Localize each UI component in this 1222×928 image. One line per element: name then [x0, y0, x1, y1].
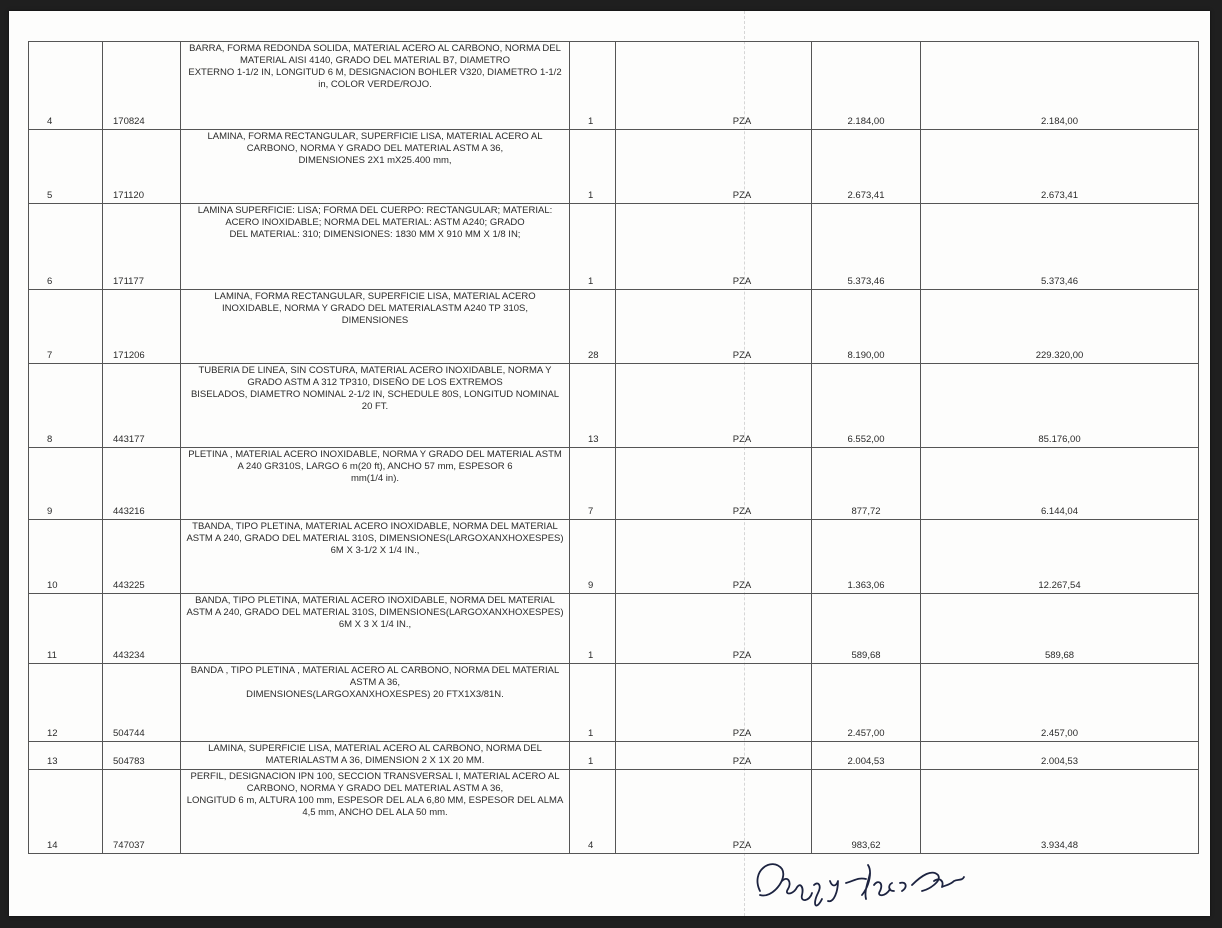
item-quantity: 1 [570, 742, 616, 770]
item-unit: PZA [616, 130, 812, 204]
item-description: TUBERIA DE LINEA, SIN COSTURA, MATERIAL ACERO INOXIDABLE, NORMA Y GRADO ASTM A 312 TP310, DISEÑO DE LOS EXTREMOS BISELADOS, DIAMETRO NOMINAL 2-1/2 IN, SCHEDULE 80S, LONGITUD NOMINAL 20 FT. [181, 364, 570, 448]
item-description: BANDA , TIPO PLETINA , MATERIAL ACERO AL CARBONO, NORMA DEL MATERIAL ASTM A 36, DIMENSIONES(LARGOXANXHOXESPES) 20 FTX1X3/81N. [181, 664, 570, 742]
item-total: 589,68 [921, 594, 1199, 664]
item-total: 12.267,54 [921, 520, 1199, 594]
item-unit: PZA [616, 664, 812, 742]
item-number: 12 [29, 664, 103, 742]
item-quantity: 1 [570, 204, 616, 290]
item-total: 2.004,53 [921, 742, 1199, 770]
item-description: LAMINA SUPERFICIE: LISA; FORMA DEL CUERPO: RECTANGULAR; MATERIAL: ACERO INOXIDABLE; NORMA DEL MATERIAL: ASTM A240; GRADO DEL MATERIAL: 310; DIMENSIONES: 1830 MM X 910 MM X 1/8 IN; [181, 204, 570, 290]
item-unit: PZA [616, 204, 812, 290]
scanned-document-page [9, 11, 1210, 916]
item-number: 14 [29, 770, 103, 854]
item-unit: PZA [616, 520, 812, 594]
item-table [28, 41, 1199, 854]
item-code: 504744 [103, 664, 181, 742]
item-number: 8 [29, 364, 103, 448]
item-code: 443234 [103, 594, 181, 664]
item-unit: PZA [616, 594, 812, 664]
item-total: 2.673,41 [921, 130, 1199, 204]
item-total: 5.373,46 [921, 204, 1199, 290]
item-total: 85.176,00 [921, 364, 1199, 448]
item-number: 9 [29, 448, 103, 520]
item-unit: PZA [616, 448, 812, 520]
item-description: PLETINA , MATERIAL ACERO INOXIDABLE, NORMA Y GRADO DEL MATERIAL ASTM A 240 GR310S, LARGO 6 m(20 ft), ANCHO 57 mm, ESPESOR 6 mm(1/4 in). [181, 448, 570, 520]
item-total: 3.934,48 [921, 770, 1199, 854]
table-row [29, 520, 1199, 594]
item-code: 171120 [103, 130, 181, 204]
item-unit: PZA [616, 742, 812, 770]
item-total: 229.320,00 [921, 290, 1199, 364]
item-quantity: 1 [570, 594, 616, 664]
item-description: PERFIL, DESIGNACION IPN 100, SECCION TRANSVERSAL I, MATERIAL ACERO AL CARBONO, NORMA Y GRADO DEL MATERIAL ASTM A 36, LONGITUD 6 m, ALTURA 100 mm, ESPESOR DEL ALA 6,80 MM, ESPESOR DEL ALMA 4,5 mm, ANCHO DEL ALA 50 mm. [181, 770, 570, 854]
item-description: LAMINA, FORMA RECTANGULAR, SUPERFICIE LISA, MATERIAL ACERO AL CARBONO, NORMA Y GRADO DEL MATERIAL ASTM A 36, DIMENSIONES 2X1 mX25.400 mm, [181, 130, 570, 204]
item-quantity: 9 [570, 520, 616, 594]
item-description: TBANDA, TIPO PLETINA, MATERIAL ACERO INOXIDABLE, NORMA DEL MATERIAL ASTM A 240, GRADO DEL MATERIAL 310S, DIMENSIONES(LARGOXANXHOXESPES) 6M X 3-1/2 X 1/4 IN., [181, 520, 570, 594]
item-quantity: 7 [570, 448, 616, 520]
item-total: 2.457,00 [921, 664, 1199, 742]
item-quantity: 28 [570, 290, 616, 364]
item-unit: PZA [616, 290, 812, 364]
item-unit-price: 877,72 [812, 448, 921, 520]
item-number: 7 [29, 290, 103, 364]
item-total: 6.144,04 [921, 448, 1199, 520]
item-code: 504783 [103, 742, 181, 770]
item-unit-price: 2.004,53 [812, 742, 921, 770]
item-code: 171206 [103, 290, 181, 364]
item-unit: PZA [616, 364, 812, 448]
item-code: 171177 [103, 204, 181, 290]
item-unit-price: 983,62 [812, 770, 921, 854]
item-quantity: 1 [570, 130, 616, 204]
table-row [29, 204, 1199, 290]
item-unit-price: 1.363,06 [812, 520, 921, 594]
item-number: 13 [29, 742, 103, 770]
item-quantity: 1 [570, 664, 616, 742]
table-row [29, 770, 1199, 854]
item-description: LAMINA, SUPERFICIE LISA, MATERIAL ACERO AL CARBONO, NORMA DEL MATERIALASTM A 36, DIMENSION 2 X 1X 20 MM. [181, 742, 570, 770]
signature [742, 851, 982, 911]
item-code: 170824 [103, 42, 181, 130]
item-unit-price: 8.190,00 [812, 290, 921, 364]
item-unit-price: 589,68 [812, 594, 921, 664]
item-unit: PZA [616, 770, 812, 854]
table-row [29, 664, 1199, 742]
item-code: 747037 [103, 770, 181, 854]
item-code: 443216 [103, 448, 181, 520]
item-number: 10 [29, 520, 103, 594]
table-row [29, 130, 1199, 204]
item-number: 4 [29, 42, 103, 130]
item-unit-price: 2.457,00 [812, 664, 921, 742]
table-row [29, 448, 1199, 520]
item-quantity: 4 [570, 770, 616, 854]
item-number: 11 [29, 594, 103, 664]
item-description: BARRA, FORMA REDONDA SOLIDA, MATERIAL ACERO AL CARBONO, NORMA DEL MATERIAL AISI 4140, GRADO DEL MATERIAL B7, DIAMETRO EXTERNO 1-1/2 IN, LONGITUD 6 M, DESIGNACION BOHLER V320, DIAMETRO 1-1/2 in, COLOR VERDE/ROJO. [181, 42, 570, 130]
item-quantity: 13 [570, 364, 616, 448]
item-total: 2.184,00 [921, 42, 1199, 130]
table-row [29, 594, 1199, 664]
item-unit-price: 2.184,00 [812, 42, 921, 130]
item-code: 443177 [103, 364, 181, 448]
table-row [29, 742, 1199, 770]
item-unit-price: 6.552,00 [812, 364, 921, 448]
table-row [29, 364, 1199, 448]
item-number: 5 [29, 130, 103, 204]
item-quantity: 1 [570, 42, 616, 130]
item-description: LAMINA, FORMA RECTANGULAR, SUPERFICIE LISA, MATERIAL ACERO INOXIDABLE, NORMA Y GRADO DEL MATERIALASTM A240 TP 310S, DIMENSIONES [181, 290, 570, 364]
item-unit-price: 5.373,46 [812, 204, 921, 290]
table-row [29, 42, 1199, 130]
item-description: BANDA, TIPO PLETINA, MATERIAL ACERO INOXIDABLE, NORMA DEL MATERIAL ASTM A 240, GRADO DEL MATERIAL 310S, DIMENSIONES(LARGOXANXHOXESPES) 6M X 3 X 1/4 IN., [181, 594, 570, 664]
item-code: 443225 [103, 520, 181, 594]
item-unit: PZA [616, 42, 812, 130]
table-row [29, 290, 1199, 364]
item-unit-price: 2.673,41 [812, 130, 921, 204]
item-number: 6 [29, 204, 103, 290]
